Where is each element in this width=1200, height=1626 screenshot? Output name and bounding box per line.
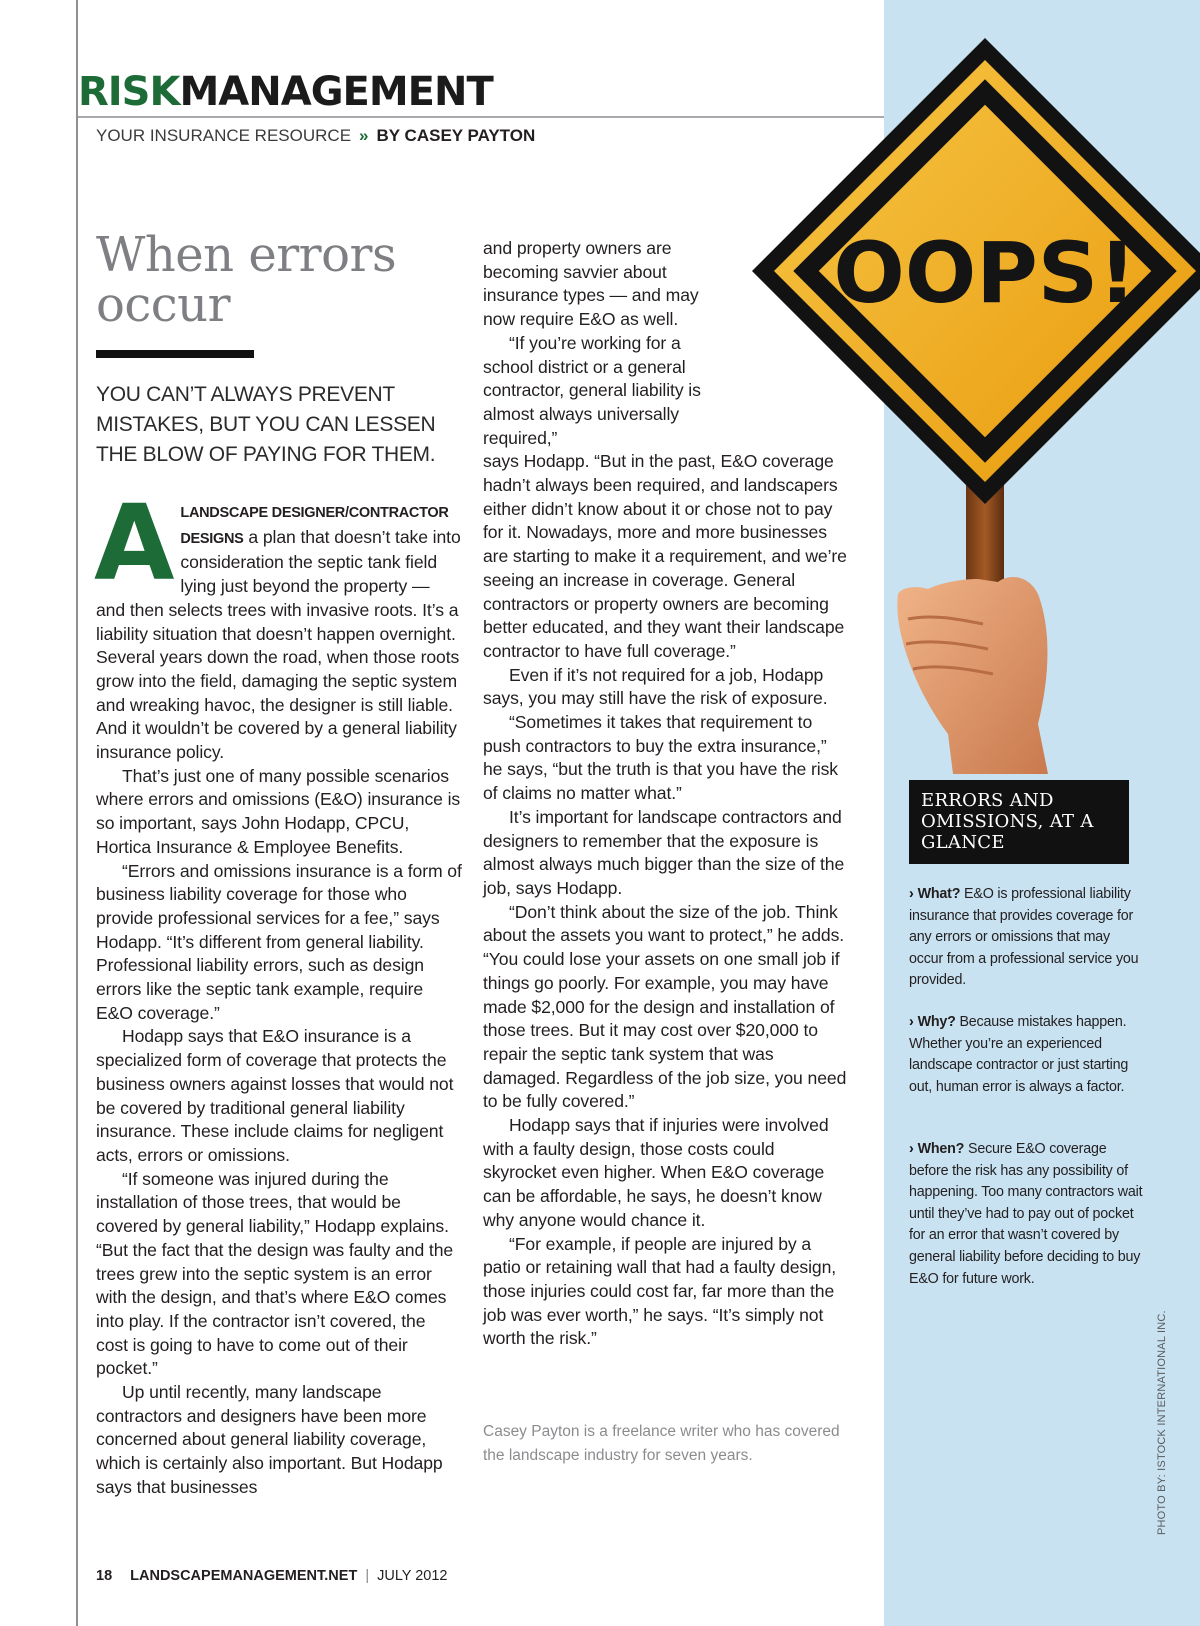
masthead-management: MANAGEMENT xyxy=(179,69,493,115)
hand-arm xyxy=(897,577,1048,774)
sidebar-item-when xyxy=(909,1139,1145,1290)
sidebar-item-question: When? xyxy=(917,1141,965,1157)
article-headline: When errors occur xyxy=(96,227,397,333)
sidebar-item-question: What? xyxy=(917,886,961,902)
paragraph: Even if it’s not required for a job, Hodapp says, you may still have the risk of exposure. xyxy=(483,664,828,709)
article-deck: YOU CAN’T ALWAYS PREVENT MISTAKES, BUT YOU CAN LESSEN THE BLOW OF PAYING FOR THEM. xyxy=(96,383,436,466)
paragraph: Hodapp says that E&O insurance is a specialized form of coverage that protects the business owners against losses that would not be covered by traditional general liability insurance. These include claims for negligent acts, errors or omissions. xyxy=(96,1026,454,1165)
sidebar-item-why xyxy=(909,1012,1145,1098)
chevron-right-icon: › xyxy=(909,886,914,902)
paragraph: Hodapp says that if injuries were involved with a faulty design, those costs could skyrocket even higher. When E&O coverage can be affordable, he says, he doesn’t know why anyone would chance it. xyxy=(483,1115,829,1230)
lead-paragraph xyxy=(94,482,462,765)
page-left-rule xyxy=(76,0,78,1626)
paragraph: says Hodapp. “But in the past, E&O coverage hadn’t always been required, and landscapers either didn’t know about it or chose not to pay for it. Nowadays, more and more businesses are starting to make it a requirement, and we’re seeing an increase in coverage. General contractors or property owners are becoming better educated, and they want their landscape contractor to have full coverage.” xyxy=(483,451,847,661)
sign-text: OOPS! xyxy=(833,224,1137,322)
paragraph: It’s important for landscape contractors and designers to remember that the exposure is almost always much bigger than the size of the job, says Hodapp. xyxy=(483,806,845,898)
headline-rule xyxy=(96,350,254,358)
sidebar-title-box: ERRORS AND OMISSIONS, AT A GLANCE xyxy=(909,780,1129,864)
paragraph-text: a plan that doesn’t take into consideration the septic tank field lying just beyond the property — and then selects trees with invasive roots. It’s a liability situation that doesn’t happen overnight. Several years down the road, when those roots grow into the field, damaging the septic system and wreaking havoc, the designer is still liable. And it wouldn’t be covered by a general liability insurance policy. xyxy=(96,526,461,763)
paragraph: “If you’re working for a school district or a general contractor, general liability is almost always universally required,” xyxy=(483,332,701,448)
photo-credit: PHOTO BY: ISTOCK INTERNATIONAL INC. xyxy=(1156,1310,1168,1535)
chevron-right-icon: › xyxy=(909,1141,914,1157)
sidebar-item-text: E&O is professional liability insurance that provides coverage for any errors or omissions that may occur from a professional service you provided. xyxy=(909,886,1139,989)
footer-divider: | xyxy=(365,1568,370,1584)
footer-site: LANDSCAPEMANAGEMENT.NET xyxy=(130,1568,358,1584)
paragraph: “For example, if people are injured by a patio or retaining wall that had a faulty design, those injuries could cost far, far more than the job was ever worth,” he says. “It’s simply not worth the risk.” xyxy=(483,1233,837,1349)
oops-sign-illustration xyxy=(748,34,1200,774)
author-bio: Casey Payton is a freelance writer who has covered the landscape industry for seven years. xyxy=(483,1423,840,1464)
paragraph: “If someone was injured during the installation of those trees, that would be covered by general liability,” Hodapp explains. “But the fact that the design was faulty and the trees grew into the septic system is an error with the design, and that’s where E&O comes into play. If the contractor isn’t covered, the cost is going to have to come out of their pocket.” xyxy=(96,1168,454,1379)
sidebar-item-question: Why? xyxy=(917,1014,956,1030)
paragraph: and property owners are becoming savvier about insurance types — and may now require E&O as well. xyxy=(483,238,699,330)
sidebar-item-text: Because mistakes happen. Whether you’re an experienced landscape contractor or just starting out, human error is always a factor. xyxy=(909,1014,1129,1095)
kicker-line xyxy=(96,125,535,147)
chevron-right-icon: › xyxy=(909,1014,914,1030)
paragraph: That’s just one of many possible scenarios where errors and omissions (E&O) insurance is so important, says John Hodapp, CPCU, Hortica Insurance & Employee Benefits. xyxy=(96,765,461,857)
byline: BY CASEY PAYTON xyxy=(376,126,536,145)
paragraph: “Errors and omissions insurance is a form of business liability coverage for those who provide professional services for a fee,” says Hodapp. “It’s different from general liability. Professional liability errors, such as design errors like the septic tank example, require E&O coverage.” xyxy=(96,860,462,1023)
masthead-risk: RISK xyxy=(78,69,180,115)
sidebar-item-text: Secure E&O coverage before the risk has any possibility of happening. Too many contractors wait until they’ve had to pay out of pocket for an error that wasn’t covered by general liability before deciding to buy E&O for future work. xyxy=(909,1141,1143,1287)
page-footer xyxy=(96,1566,448,1586)
footer-issue: JULY 2012 xyxy=(377,1568,448,1584)
lead-in: LANDSCAPE DESIGNER/CONTRACTOR DESIGNS xyxy=(180,505,449,547)
paragraph: Up until recently, many landscape contractors and designers have been more concerned about general liability coverage, which is certainly also important. But Hodapp says that businesses xyxy=(96,1382,443,1497)
chevron-double-right-icon: » xyxy=(359,126,369,145)
paragraph: “Don’t think about the size of the job. Think about the assets you want to protect,” he adds. “You could lose your assets on one small job if things go poorly. For example, you may have made $2,000 for the design and installation of those trees. But it may cost over $20,000 to repair the septic tank system that was damaged. Regardless of the job size, you need to be fully covered.” xyxy=(483,901,847,1112)
paragraph: “Sometimes it takes that requirement to push contractors to buy the extra insurance,” he says, “but the truth is that you have the risk of claims no matter what.” xyxy=(483,712,838,804)
sidebar-item-what xyxy=(909,884,1145,992)
section-masthead xyxy=(78,68,493,116)
page-number: 18 xyxy=(96,1568,113,1584)
kicker-label: YOUR INSURANCE RESOURCE xyxy=(96,126,352,145)
article-column-1 xyxy=(94,482,462,1500)
drop-cap: A xyxy=(94,482,175,604)
